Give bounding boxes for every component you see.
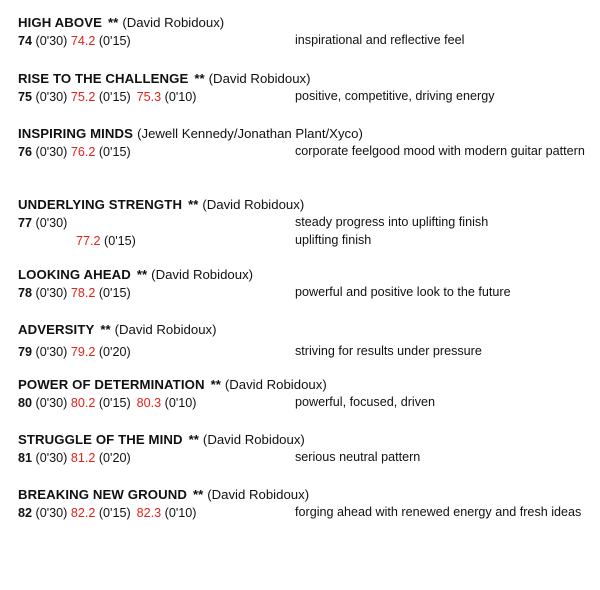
cue-number: 76 <box>18 145 33 159</box>
track-entry <box>18 266 588 302</box>
cue-description: serious neutral pattern <box>295 450 421 464</box>
cue-description: steady progress into uplifting finish <box>295 215 489 229</box>
cue-duration: (0'30) <box>35 345 68 359</box>
alt-cue-duration: (0'20) <box>98 451 131 465</box>
cue-row <box>18 143 588 161</box>
rating-stars: ** <box>210 377 221 392</box>
track-title: RISE TO THE CHALLENGE <box>18 71 189 86</box>
track-entry <box>18 431 588 467</box>
track-entry <box>18 376 588 412</box>
track-entry <box>18 125 588 161</box>
rating-stars: ** <box>188 197 199 212</box>
rating-stars: ** <box>194 71 205 86</box>
alt-cue-number: 74.2 <box>70 34 96 48</box>
alt-cue-duration: (0'15) <box>104 234 136 248</box>
alt-cue-number: 78.2 <box>70 286 96 300</box>
cue-row <box>18 32 588 50</box>
alt-cue-number: 75.3 <box>136 90 162 104</box>
cue-description: uplifting finish <box>295 233 372 247</box>
composer: (David Robidoux) <box>151 267 254 282</box>
cue-row <box>18 284 588 302</box>
track-title: STRUGGLE OF THE MIND <box>18 432 183 447</box>
composer: (Jewell Kennedy/Jonathan Plant/Xyco) <box>137 126 363 141</box>
rating-stars: ** <box>188 432 199 447</box>
alt-cue-duration: (0'15) <box>98 34 131 48</box>
cue-row <box>18 343 588 361</box>
alt-cue-duration: (0'10) <box>164 90 197 104</box>
alt-cue-number: 80.3 <box>136 396 162 410</box>
cue-description: inspirational and reflective feel <box>295 33 465 47</box>
track-title: UNDERLYING STRENGTH <box>18 197 183 212</box>
cue-duration: (0'30) <box>35 451 68 465</box>
alt-cue-number: 80.2 <box>70 396 96 410</box>
alt-cue-number: 81.2 <box>70 451 96 465</box>
cue-number: 79 <box>18 345 33 359</box>
alt-cue-number: 82.2 <box>70 506 96 520</box>
cue-row <box>18 214 588 232</box>
cue-row <box>18 449 588 467</box>
alt-cue-number: 82.3 <box>136 506 162 520</box>
alt-cue-duration: (0'10) <box>164 396 197 410</box>
cue-row <box>18 232 588 250</box>
cue-description: positive, competitive, driving energy <box>295 89 495 103</box>
cue-duration: (0'30) <box>35 286 68 300</box>
track-title: LOOKING AHEAD <box>18 267 131 282</box>
track-title: BREAKING NEW GROUND <box>18 487 187 502</box>
alt-cue-duration: (0'15) <box>98 286 131 300</box>
cue-duration: (0'30) <box>35 90 68 104</box>
composer: (David Robidoux) <box>122 15 225 30</box>
track-title: ADVERSITY <box>18 322 95 337</box>
cue-number: 81 <box>18 451 33 465</box>
cue-description: striving for results under pressure <box>295 344 482 358</box>
cue-duration: (0'30) <box>35 34 68 48</box>
rating-stars: ** <box>192 487 204 502</box>
cue-number: 75 <box>18 90 33 104</box>
alt-cue-duration: (0'15) <box>98 506 131 520</box>
alt-cue-number: 77.2 <box>76 234 101 248</box>
rating-stars: ** <box>136 267 148 282</box>
track-entry <box>18 321 588 361</box>
cue-number: 74 <box>18 34 33 48</box>
track-entry <box>18 14 588 50</box>
cue-duration: (0'30) <box>35 145 68 159</box>
rating-stars: ** <box>100 322 111 337</box>
track-title: POWER OF DETERMINATION <box>18 377 205 392</box>
composer: (David Robidoux) <box>224 377 327 392</box>
cue-number: 77 <box>18 216 33 230</box>
composer: (David Robidoux) <box>202 197 305 212</box>
composer: (David Robidoux) <box>208 71 311 86</box>
cue-row <box>18 504 588 522</box>
cue-number: 78 <box>18 286 33 300</box>
cue-row <box>18 394 588 412</box>
alt-cue-duration: (0'15) <box>98 145 131 159</box>
alt-cue-duration: (0'15) <box>98 90 131 104</box>
cue-description: powerful and positive look to the future <box>295 285 511 299</box>
track-title: HIGH ABOVE <box>18 15 103 30</box>
cue-description: corporate feelgood mood with modern guitar pattern <box>295 144 585 158</box>
cue-number: 80 <box>18 396 33 410</box>
cue-duration: (0'30) <box>35 396 68 410</box>
track-entry <box>18 70 588 106</box>
alt-cue-number: 75.2 <box>70 90 96 104</box>
cue-description: forging ahead with renewed energy and fresh ideas <box>295 505 582 519</box>
alt-cue-duration: (0'20) <box>98 345 131 359</box>
cue-description: powerful, focused, driven <box>295 395 436 409</box>
alt-cue-number: 79.2 <box>70 345 96 359</box>
composer: (David Robidoux) <box>207 487 310 502</box>
track-entry <box>18 486 588 522</box>
cue-number: 82 <box>18 506 33 520</box>
track-entry <box>18 196 588 250</box>
alt-cue-number: 76.2 <box>70 145 96 159</box>
alt-cue-duration: (0'10) <box>164 506 197 520</box>
cue-duration: (0'30) <box>35 216 68 230</box>
cue-row <box>18 88 588 106</box>
track-title: INSPIRING MINDS <box>18 126 134 141</box>
composer: (David Robidoux) <box>202 432 305 447</box>
alt-cue-duration: (0'15) <box>98 396 131 410</box>
cue-duration: (0'30) <box>35 506 68 520</box>
composer: (David Robidoux) <box>114 322 217 337</box>
rating-stars: ** <box>108 15 119 30</box>
